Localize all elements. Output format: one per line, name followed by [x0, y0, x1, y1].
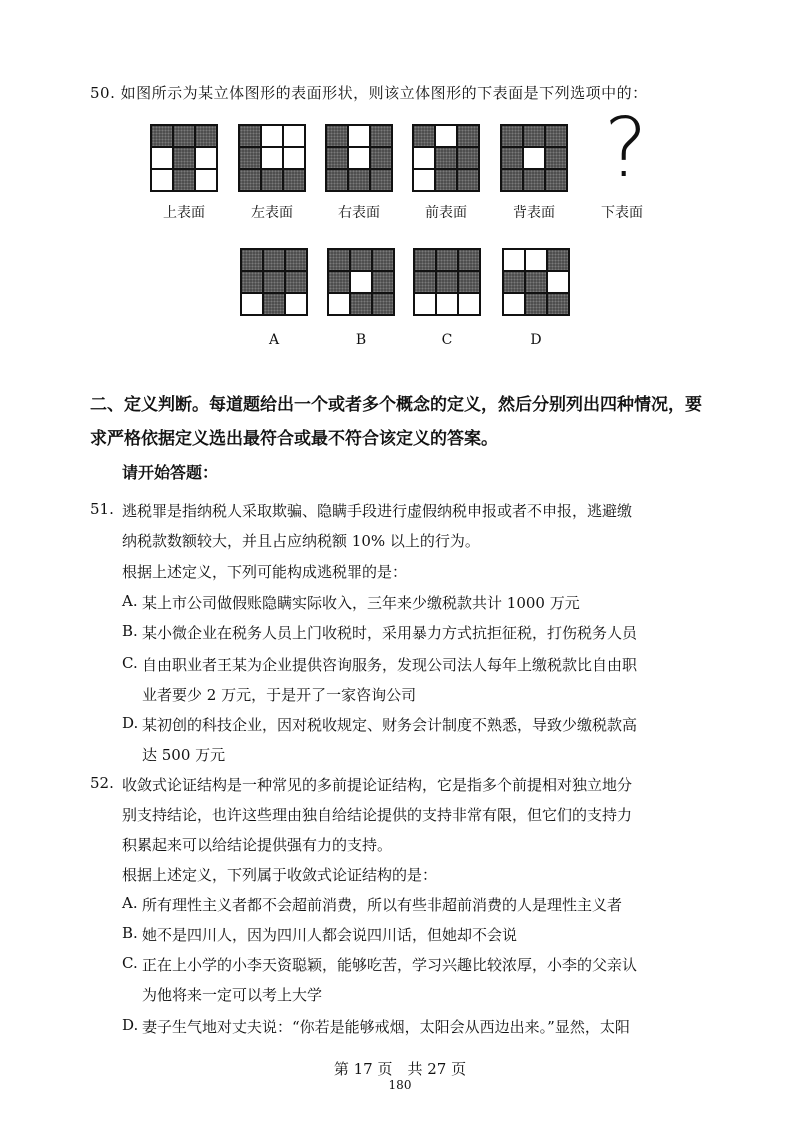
shaded-cell — [370, 147, 392, 169]
question-52-prompt: 根据上述定义，下列属于收敛式论证结构的是： — [122, 866, 438, 884]
option-text: 正在上小学的小李天资聪颖，能够吃苦，学习兴趣比较浓厚，小李的父亲认 — [142, 956, 638, 974]
shaded-cell — [458, 249, 480, 271]
blank-cell — [151, 169, 173, 191]
question-52-number: 52. — [90, 774, 114, 792]
shaded-cell — [263, 293, 285, 315]
shaded-cell — [525, 271, 547, 293]
option-key: C. — [122, 654, 138, 672]
answer-option-b — [327, 248, 395, 316]
shaded-cell — [173, 169, 195, 191]
surface-view-1 — [150, 124, 218, 192]
question-52-text-line: 别支持结论，也许这些理由独自给结论提供的支持非常有限，但它们的支持力 — [122, 806, 633, 824]
shaded-cell — [436, 271, 458, 293]
shaded-cell — [436, 249, 458, 271]
blank-cell — [525, 249, 547, 271]
shaded-cell — [348, 169, 370, 191]
shaded-cell — [326, 169, 348, 191]
shaded-cell — [435, 169, 457, 191]
shaded-cell — [328, 249, 350, 271]
option-text: 某初创的科技企业，因对税收规定、财务会计制度不熟悉，导致少缴税款高 — [142, 716, 638, 734]
shaded-cell — [370, 125, 392, 147]
shaded-cell — [414, 249, 436, 271]
blank-cell — [285, 293, 307, 315]
shaded-cell — [503, 271, 525, 293]
shaded-cell — [239, 169, 261, 191]
blank-cell — [503, 293, 525, 315]
shaded-cell — [501, 147, 523, 169]
blank-cell — [283, 125, 305, 147]
blank-cell — [435, 125, 457, 147]
shaded-cell — [523, 125, 545, 147]
question-52-text-line: 收敛式论证结构是一种常见的多前提论证结构，它是指多个前提相对独立地分 — [122, 776, 633, 794]
shaded-cell — [239, 147, 261, 169]
blank-cell — [458, 293, 480, 315]
blank-cell — [328, 293, 350, 315]
shaded-cell — [350, 293, 372, 315]
shaded-cell — [239, 125, 261, 147]
blank-cell — [547, 271, 569, 293]
shaded-cell — [263, 249, 285, 271]
option-text: 某小微企业在税务人员上门收税时，采用暴力方式抗拒征税，打伤税务人员 — [142, 624, 638, 642]
shaded-cell — [326, 147, 348, 169]
shaded-cell — [523, 169, 545, 191]
shaded-cell — [263, 271, 285, 293]
blank-cell — [261, 147, 283, 169]
question-51-number: 51. — [90, 500, 114, 518]
surface-view-2-label: 左表面 — [251, 205, 293, 221]
blank-cell — [241, 293, 263, 315]
shaded-cell — [261, 169, 283, 191]
blank-cell — [348, 125, 370, 147]
blank-cell — [436, 293, 458, 315]
answer-option-a-label: A — [268, 332, 280, 348]
shaded-cell — [283, 169, 305, 191]
shaded-cell — [545, 147, 567, 169]
question-50-stem — [90, 82, 648, 103]
blank-cell — [151, 147, 173, 169]
answer-option-c — [413, 248, 481, 316]
shaded-cell — [457, 125, 479, 147]
shaded-cell — [372, 249, 394, 271]
question-52-text-line: 积累起来可以给结论提供强有力的支持。 — [122, 836, 393, 854]
shaded-cell — [545, 169, 567, 191]
option-text: 她不是四川人，因为四川人都会说四川话，但她却不会说 — [142, 926, 518, 944]
blank-cell — [350, 271, 372, 293]
question-mark-symbol: ? — [604, 101, 648, 196]
blank-cell — [195, 169, 217, 191]
option-text: 妻子生气地对丈夫说：“你若是能够戒烟，太阳会从西边出来。”显然，太阳 — [142, 1018, 630, 1036]
answer-option-d — [502, 248, 570, 316]
option-key: B. — [122, 622, 138, 640]
shaded-cell — [435, 147, 457, 169]
shaded-cell — [547, 293, 569, 315]
shaded-cell — [457, 147, 479, 169]
option-text: 业者要少 2 万元，于是开了一家咨询公司 — [142, 686, 417, 704]
surface-view-3-label: 右表面 — [338, 205, 380, 221]
shaded-cell — [151, 125, 173, 147]
blank-cell — [413, 147, 435, 169]
shaded-cell — [501, 125, 523, 147]
shaded-cell — [547, 249, 569, 271]
option-text: 为他将来一定可以考上大学 — [142, 986, 323, 1004]
shaded-cell — [372, 271, 394, 293]
blank-cell — [283, 147, 305, 169]
surface-view-5-label: 背表面 — [513, 205, 555, 221]
blank-cell — [348, 147, 370, 169]
shaded-cell — [326, 125, 348, 147]
surface-view-4 — [412, 124, 480, 192]
answer-option-c-label: C — [441, 332, 453, 348]
option-key: A. — [122, 592, 138, 610]
shaded-cell — [501, 169, 523, 191]
section-heading: 二、定义判断。每道题给出一个或者多个概念的定义，然后分别列出四种情况，要求严格依据定义选出最符合或最不符合该定义的答案。 — [90, 395, 702, 449]
page-number: 180 — [388, 1078, 412, 1092]
shaded-cell — [241, 249, 263, 271]
answer-option-b-label: B — [355, 332, 367, 348]
surface-view-5 — [500, 124, 568, 192]
shaded-cell — [285, 249, 307, 271]
blank-cell — [523, 147, 545, 169]
shaded-cell — [372, 293, 394, 315]
option-text: 所有理性主义者都不会超前消费，所以有些非超前消费的人是理性主义者 — [142, 896, 623, 914]
shaded-cell — [241, 271, 263, 293]
shaded-cell — [545, 125, 567, 147]
option-key: B. — [122, 924, 138, 942]
blank-cell — [414, 293, 436, 315]
question-number: 50. — [90, 84, 116, 102]
page-footer: 第 17 页 共 27 页 — [333, 1060, 467, 1078]
shaded-cell — [457, 169, 479, 191]
shaded-cell — [195, 125, 217, 147]
shaded-cell — [173, 147, 195, 169]
question-51-text-line: 纳税款数额较大，并且占应纳税额 10% 以上的行为。 — [122, 532, 480, 550]
surface-view-3 — [325, 124, 393, 192]
option-text: 某上市公司做假账隐瞒实际收入，三年来少缴税款共计 1000 万元 — [142, 594, 580, 612]
shaded-cell — [458, 271, 480, 293]
shaded-cell — [350, 249, 372, 271]
blank-cell — [503, 249, 525, 271]
shaded-cell — [285, 271, 307, 293]
option-text: 达 500 万元 — [142, 746, 226, 764]
shaded-cell — [525, 293, 547, 315]
start-answering-label: 请开始答题： — [122, 463, 219, 482]
surface-view-4-label: 前表面 — [425, 205, 467, 221]
option-key: D. — [122, 714, 139, 732]
option-key: A. — [122, 894, 138, 912]
blank-cell — [413, 169, 435, 191]
shaded-cell — [414, 271, 436, 293]
option-text: 自由职业者王某为企业提供咨询服务，发现公司法人每年上缴税款比自由职 — [142, 656, 638, 674]
option-key: C. — [122, 954, 138, 972]
answer-option-d-label: D — [530, 332, 542, 348]
shaded-cell — [173, 125, 195, 147]
blank-cell — [195, 147, 217, 169]
question-51-prompt: 根据上述定义，下列可能构成逃税罪的是： — [122, 563, 408, 581]
answer-option-a — [240, 248, 308, 316]
question-text: 如图所示为某立体图形的表面形状，则该立体图形的下表面是下列选项中的： — [120, 84, 648, 102]
option-key: D. — [122, 1016, 139, 1034]
surface-view-2 — [238, 124, 306, 192]
shaded-cell — [328, 271, 350, 293]
shaded-cell — [370, 169, 392, 191]
question-51-text-line: 逃税罪是指纳税人采取欺骗、隐瞒手段进行虚假纳税申报或者不申报，逃避缴 — [122, 502, 633, 520]
shaded-cell — [413, 125, 435, 147]
surface-view-1-label: 上表面 — [163, 205, 205, 221]
blank-cell — [261, 125, 283, 147]
bottom-surface-label: 下表面 — [601, 205, 643, 221]
